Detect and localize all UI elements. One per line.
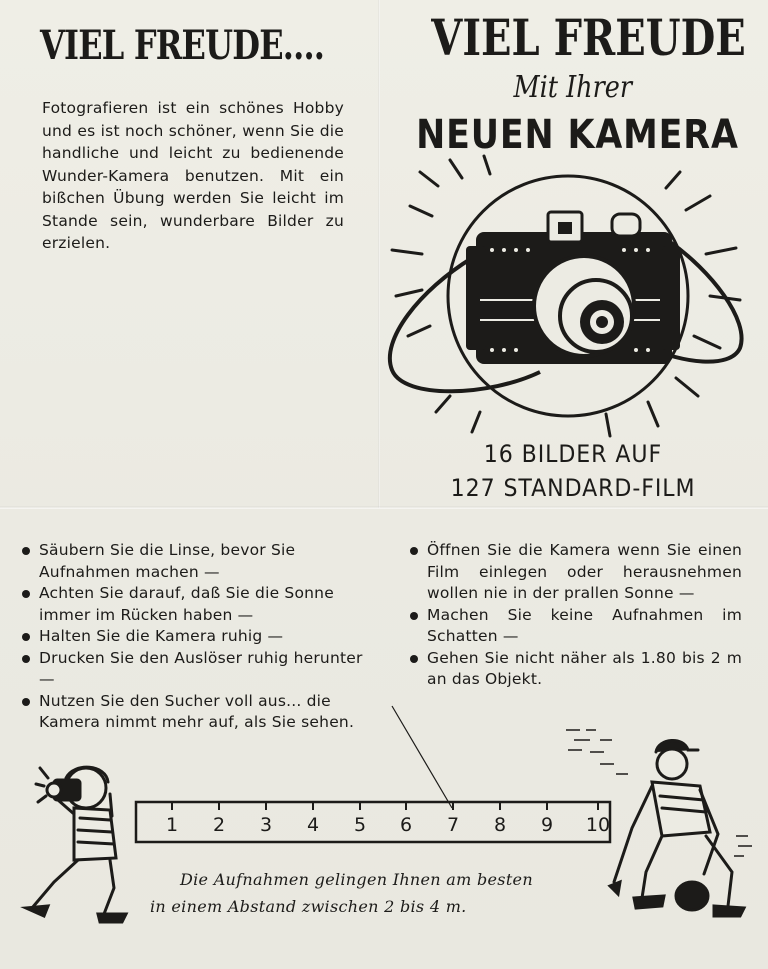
scale-number: 7 bbox=[446, 814, 460, 836]
tip-item: Gehen Sie nicht näher als 1.80 bis 2 m an das Objekt. bbox=[410, 648, 742, 691]
scale-number: 9 bbox=[540, 814, 554, 836]
film-line-1 bbox=[392, 440, 754, 468]
film-line-2-text: 127 STANDARD-FILM bbox=[450, 474, 696, 502]
film-line-1-text: 16 BILDER AUF bbox=[483, 440, 663, 468]
right-headline-text: NEUEN KAMERA bbox=[416, 112, 739, 158]
scale-number: 1 bbox=[165, 814, 179, 836]
intro-paragraph: Fotografieren ist ein schönes Hobby und es ist noch schöner, wenn Sie die handliche und leicht zu bedienende Wunder-Kamera benutzen. Mit ein bißchen Übung werden Sie leicht im Stande sein, wunderbare Bilder zu erzielen. bbox=[42, 99, 344, 252]
tip-item: Nutzen Sie den Sucher voll aus... die Kamera nimmt mehr auf, als Sie sehen. bbox=[22, 691, 364, 734]
scale-number: 3 bbox=[259, 814, 273, 836]
scale-number: 4 bbox=[306, 814, 320, 836]
camera-with-strap-icon bbox=[380, 150, 760, 442]
film-line-2 bbox=[392, 474, 754, 502]
horizontal-fold-line bbox=[0, 506, 768, 509]
caption-line-2: in einem Abstand zwischen 2 bis 4 m. bbox=[150, 897, 467, 916]
scale-number: 5 bbox=[353, 814, 367, 836]
caption-line-1: Die Aufnahmen gelingen Ihnen am besten bbox=[180, 870, 533, 889]
scale-number: 10 bbox=[585, 814, 611, 836]
tip-item: Säubern Sie die Linse, bevor Sie Aufnahmen machen — bbox=[22, 540, 364, 583]
photographer-kneeling-icon bbox=[14, 758, 140, 928]
right-title bbox=[392, 8, 754, 67]
scale-number: 6 bbox=[399, 814, 413, 836]
scale-number: 2 bbox=[212, 814, 226, 836]
baseball-player-icon bbox=[600, 736, 750, 936]
tip-item: Halten Sie die Kamera ruhig — bbox=[22, 626, 364, 648]
right-title-text: VIEL FREUDE bbox=[431, 8, 746, 67]
right-subtitle bbox=[392, 70, 754, 105]
scale-number: 8 bbox=[493, 814, 507, 836]
right-subtitle-text: Mit Ihrer bbox=[513, 70, 633, 105]
tips-list-right bbox=[410, 540, 742, 691]
tip-item: Drucken Sie den Auslöser ruhig herunter — bbox=[22, 648, 364, 691]
left-title: VIEL FREUDE.... bbox=[40, 22, 325, 69]
tip-item: Machen Sie keine Aufnahmen im Schatten — bbox=[410, 605, 742, 648]
tip-item: Öffnen Sie die Kamera wenn Sie einen Film einlegen oder herausnehmen wollen nie in der prallen Sonne — bbox=[410, 540, 742, 605]
distance-caption bbox=[150, 866, 600, 920]
tip-item: Achten Sie darauf, daß Sie die Sonne immer im Rücken haben — bbox=[22, 583, 364, 626]
